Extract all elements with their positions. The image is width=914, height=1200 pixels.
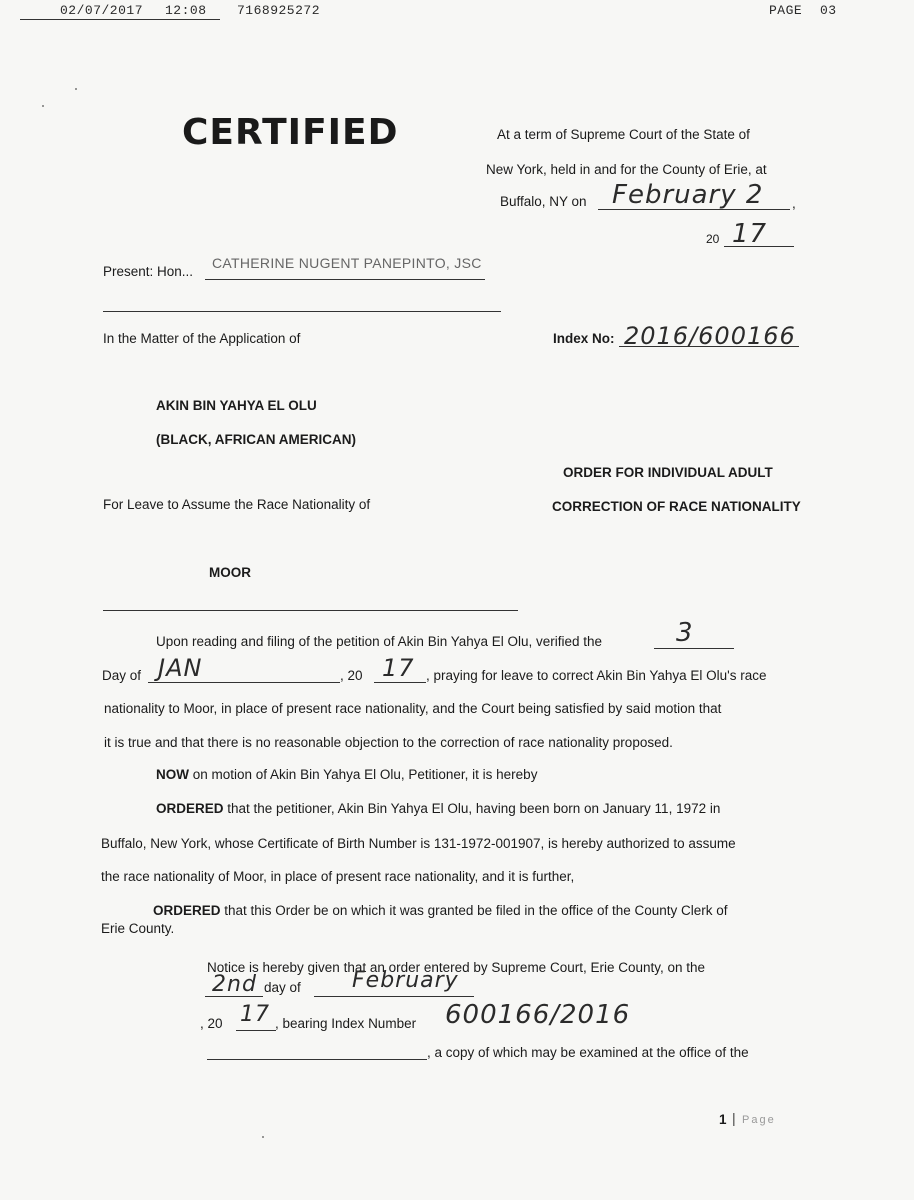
p1-year-blank xyxy=(374,682,426,683)
p4-line1 xyxy=(153,903,728,918)
p1-dayof: Day of xyxy=(102,668,142,683)
nationality: MOOR xyxy=(209,565,251,580)
notice-month-blank xyxy=(314,996,474,997)
caption-end-line xyxy=(103,610,518,611)
notice-line1: Notice is hereby given that an order entered by Supreme Court, Erie County, on the xyxy=(207,960,706,975)
p3-line1 xyxy=(156,801,720,816)
present-label: Present: Hon... xyxy=(103,264,194,279)
notice-year-blank xyxy=(236,1030,276,1031)
p4-rest: that this Order be on which it was granted be filed in the office of the County Clerk of xyxy=(220,903,728,918)
court-date-handwritten: February 2 xyxy=(612,180,764,210)
footer-divider: | xyxy=(732,1110,736,1126)
court-heading-line2: New York, held in and for the County of Erie, at xyxy=(486,162,767,177)
notice-month-handwritten: February xyxy=(352,968,459,993)
fax-time: 12:08 xyxy=(165,3,207,18)
court-year-prefix: 20 xyxy=(706,232,720,246)
p3-line3: the race nationality of Moor, in place of present race nationality, and it is further, xyxy=(101,869,575,884)
applicant-designation: (BLACK, AFRICAN AMERICAN) xyxy=(156,432,356,447)
p3-bold: ORDERED xyxy=(156,801,224,816)
p1-line1: Upon reading and filing of the petition of Akin Bin Yahya El Olu, verified the xyxy=(156,634,603,649)
fax-phone: 7168925272 xyxy=(237,3,321,18)
notice-bearing: , bearing Index Number xyxy=(275,1016,417,1031)
footer-page-word: Page xyxy=(742,1114,776,1126)
court-heading-line3: Buffalo, NY on xyxy=(500,194,587,209)
applicant-name: AKIN BIN YAHYA EL OLU xyxy=(156,398,317,413)
fax-header-underline xyxy=(20,19,220,20)
index-handwritten: 2016/600166 xyxy=(624,322,796,350)
p1-year-prefix: , 20 xyxy=(340,668,363,683)
separator-line xyxy=(103,311,501,312)
notice-index-handwritten: 600166/2016 xyxy=(445,1000,631,1030)
p3-line2: Buffalo, New York, whose Certificate of Birth Number is 131-1972-001907, is hereby authorized to assume xyxy=(101,836,736,851)
court-heading-line1: At a term of Supreme Court of the State of xyxy=(497,127,750,142)
notice-year-handwritten: 17 xyxy=(240,1002,270,1027)
p2-rest: on motion of Akin Bin Yahya El Olu, Petitioner, it is hereby xyxy=(189,767,538,782)
matter-line: In the Matter of the Application of xyxy=(103,331,301,346)
p4-line2: Erie County. xyxy=(101,921,175,936)
scan-speck xyxy=(42,105,44,107)
p1-line4: it is true and that there is no reasonable objection to the correction of race nationality proposed. xyxy=(104,735,673,750)
notice-year-prefix: , 20 xyxy=(200,1016,223,1031)
court-comma: , xyxy=(792,196,796,211)
notice-day-handwritten: 2nd xyxy=(212,972,257,997)
notice-day-of: day of xyxy=(264,980,301,995)
p3-rest: that the petitioner, Akin Bin Yahya El Olu, having been born on January 11, 1972 in xyxy=(223,801,721,816)
order-title-line1: ORDER FOR INDIVIDUAL ADULT xyxy=(563,465,773,480)
judge-typed-name: CATHERINE NUGENT PANEPINTO, JSC xyxy=(212,255,482,271)
index-label: Index No: xyxy=(553,331,615,346)
leave-line: For Leave to Assume the Race Nationality of xyxy=(103,497,371,512)
p2-bold: NOW xyxy=(156,767,189,782)
p1-line2-suffix: , praying for leave to correct Akin Bin Yahya El Olu's race xyxy=(426,668,767,683)
p1-month-handwritten: JAN xyxy=(158,654,203,682)
present-blank xyxy=(205,279,485,280)
p1-day-blank xyxy=(654,648,734,649)
notice-blank-line xyxy=(207,1059,427,1060)
order-title-line2: CORRECTION OF RACE NATIONALITY xyxy=(552,499,801,514)
p1-year-handwritten: 17 xyxy=(382,654,415,682)
scan-speck xyxy=(262,1136,264,1138)
certified-stamp: CERTIFIED xyxy=(182,112,399,153)
fax-page-label: PAGE xyxy=(769,3,803,18)
p1-month-blank xyxy=(148,682,340,683)
notice-line4: , a copy of which may be examined at the office of the xyxy=(427,1045,749,1060)
p4-bold: ORDERED xyxy=(153,903,221,918)
fax-page-number: 03 xyxy=(820,3,837,18)
fax-date: 02/07/2017 xyxy=(60,3,144,18)
scan-speck xyxy=(75,88,77,90)
p1-line3: nationality to Moor, in place of present race nationality, and the Court being satisfied by said motion that xyxy=(104,701,722,716)
court-year-handwritten: 17 xyxy=(732,219,768,249)
footer-page-number: 1 xyxy=(719,1112,727,1127)
p2-line xyxy=(156,767,537,782)
p1-day-handwritten: 3 xyxy=(676,618,694,648)
